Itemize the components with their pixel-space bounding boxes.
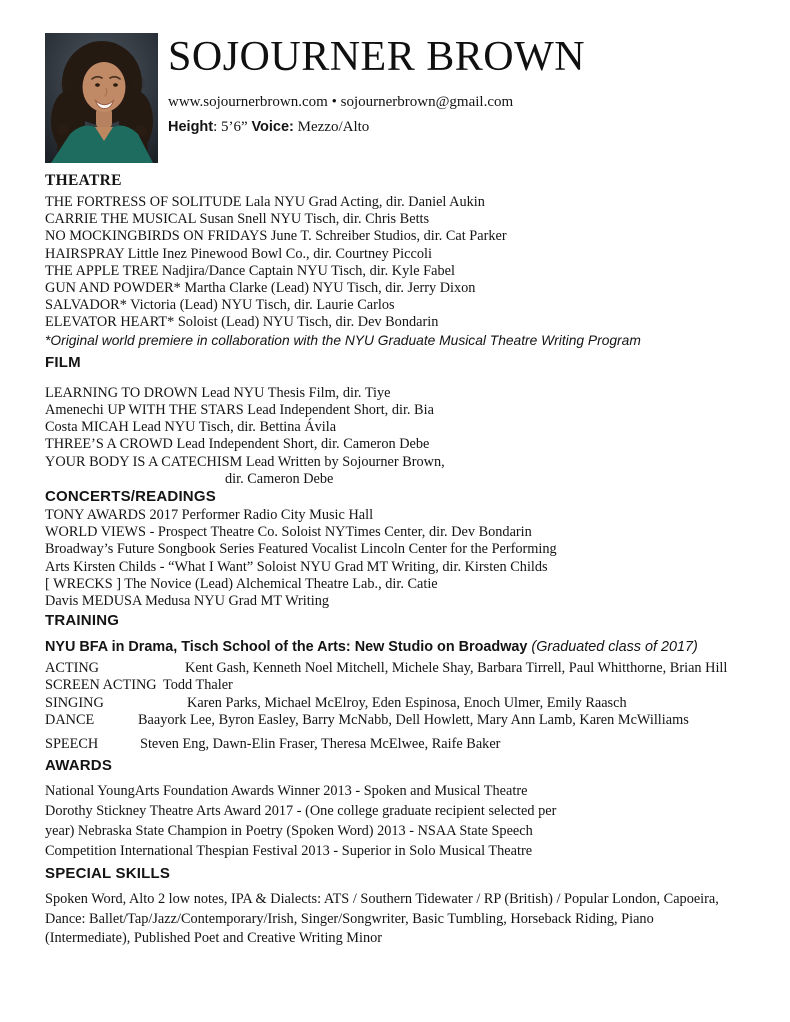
section-theatre [45, 172, 750, 349]
training-heading: TRAINING [45, 612, 120, 630]
training-row-names: Kent Gash, Kenneth Noel Mitchell, Michele Shay, Barbara Tirrell, Paul Whitthorne, Brian Hill [185, 660, 728, 677]
film-credit-line: Costa MICAH Lead NYU Tisch, dir. Bettina Ávila [45, 419, 337, 436]
training-row-label: ACTING [45, 660, 100, 677]
training-degree-line [45, 638, 750, 656]
film-credit-continuation: dir. Cameron Debe [225, 470, 334, 487]
candidate-name: SOJOURNER BROWN [168, 34, 586, 80]
theatre-credit-line: SALVADOR* Victoria (Lead) NYU Tisch, dir. Laurie Carlos [45, 297, 395, 314]
contact-separator: • [327, 94, 341, 111]
film-credit-line: THREE’S A CROWD Lead Independent Short, dir. Cameron Debe [45, 436, 430, 453]
theatre-footnote: *Original world premiere in collaboration with the NYU Graduate Musical Theatre Writing Program [45, 332, 641, 348]
skill-line: Spoken Word, Alto 2 low notes, IPA & Dialects: ATS / Southern Tidewater / RP (British) / Popular London, Capoeira, [45, 891, 719, 908]
training-row-names: Karen Parks, Michael McElroy, Eden Espinosa, Enoch Ulmer, Emily Raasch [187, 694, 627, 711]
section-concerts-readings [45, 488, 750, 610]
training-row-names: Baayork Lee, Byron Easley, Barry McNabb, Dell Howlett, Mary Ann Lamb, Karen McWilliams [138, 711, 689, 728]
voice-value: Mezzo/Alto [293, 119, 370, 136]
theatre-heading: THEATRE [45, 172, 122, 189]
website-text: www.sojournerbrown.com [168, 94, 328, 111]
concerts-heading: CONCERTS/READINGS [45, 488, 216, 506]
section-film [45, 354, 750, 488]
degree-text: NYU BFA in Drama, Tisch School of the Arts: New Studio on Broadway [45, 639, 528, 656]
awards-heading: AWARDS [45, 757, 113, 775]
concert-credit-line: [ WRECKS ] The Novice (Lead) Alchemical Theatre Lab., dir. Catie [45, 575, 438, 592]
theatre-credit-line: HAIRSPRAY Little Inez Pinewood Bowl Co., dir. Courtney Piccoli [45, 245, 432, 262]
award-line: Competition International Thespian Festival 2013 - Superior in Solo Musical Theatre [45, 843, 533, 860]
skill-line: Dance: Ballet/Tap/Jazz/Contemporary/Irish, Singer/Songwriter, Basic Tumbling, Horseback Riding, Piano [45, 910, 654, 927]
training-row [45, 660, 750, 677]
theatre-credit-line: GUN AND POWDER* Martha Clarke (Lead) NYU Tisch, dir. Jerry Dixon [45, 280, 476, 297]
header-text [168, 33, 585, 136]
concert-credit-line: WORLD VIEWS - Prospect Theatre Co. Soloist NYTimes Center, dir. Dev Bondarin [45, 524, 532, 541]
training-row-label: SCREEN ACTING [45, 677, 157, 694]
training-row-label: DANCE [45, 711, 95, 728]
award-line: National YoungArts Foundation Awards Winner 2013 - Spoken and Musical Theatre [45, 783, 528, 800]
training-row [45, 677, 750, 694]
theatre-credit-line: NO MOCKINGBIRDS ON FRIDAYS June T. Schreiber Studios, dir. Cat Parker [45, 228, 507, 245]
contact-line [168, 94, 585, 111]
concert-credit-line: Arts Kirsten Childs - “What I Want” Soloist NYU Grad MT Writing, dir. Kirsten Childs [45, 558, 548, 575]
film-credit-line: YOUR BODY IS A CATECHISM Lead Written by Sojourner Brown, [45, 453, 445, 470]
concert-credit-line: Davis MEDUSA Medusa NYU Grad MT Writing [45, 593, 330, 610]
theatre-credit-line: ELEVATOR HEART* Soloist (Lead) NYU Tisch, dir. Dev Bondarin [45, 314, 439, 331]
training-row-label: SPEECH [45, 736, 99, 753]
headshot-photo [45, 33, 158, 163]
email-text: sojournerbrown@gmail.com [340, 94, 514, 111]
section-awards [45, 757, 750, 861]
theatre-credit-line: THE APPLE TREE Nadjira/Dance Captain NYU Tisch, dir. Kyle Fabel [45, 262, 455, 279]
award-line: Dorothy Stickney Theatre Arts Award 2017 - (One college graduate recipient selected per [45, 803, 557, 820]
vitals-line [168, 119, 585, 136]
training-row [45, 712, 750, 729]
height-label: Height [168, 119, 214, 136]
header [45, 33, 750, 163]
film-heading: FILM [45, 353, 81, 371]
special-skills-heading: SPECIAL SKILLS [45, 865, 171, 883]
training-row [45, 695, 750, 712]
training-row [45, 736, 750, 753]
film-credit-line: Amenechi UP WITH THE STARS Lead Independent Short, dir. Bia [45, 402, 434, 419]
voice-label: Voice: [251, 119, 294, 136]
theatre-credit-line: CARRIE THE MUSICAL Susan Snell NYU Tisch, dir. Chris Betts [45, 211, 430, 228]
height-value: : 5’6” [213, 119, 252, 136]
training-row-label: SINGING [45, 694, 104, 711]
concert-credit-line: Broadway’s Future Songbook Series Featured Vocalist Lincoln Center for the Performing [45, 541, 557, 558]
section-special-skills [45, 865, 750, 949]
award-line: year) Nebraska State Champion in Poetry (Spoken Word) 2013 - NSAA State Speech [45, 823, 533, 840]
degree-note: (Graduated class of 2017) [527, 639, 698, 656]
training-row-names: Steven Eng, Dawn-Elin Fraser, Theresa McElwee, Raife Baker [140, 736, 501, 753]
section-training [45, 612, 750, 753]
film-credit-line: LEARNING TO DROWN Lead NYU Thesis Film, dir. Tiye [45, 384, 391, 401]
training-row-names: Todd Thaler [163, 677, 233, 694]
skill-line: (Intermediate), Published Poet and Creative Writing Minor [45, 930, 383, 947]
theatre-credit-line: THE FORTRESS OF SOLITUDE Lala NYU Grad Acting, dir. Daniel Aukin [45, 194, 485, 210]
concert-credit-line: TONY AWARDS 2017 Performer Radio City Music Hall [45, 507, 374, 524]
